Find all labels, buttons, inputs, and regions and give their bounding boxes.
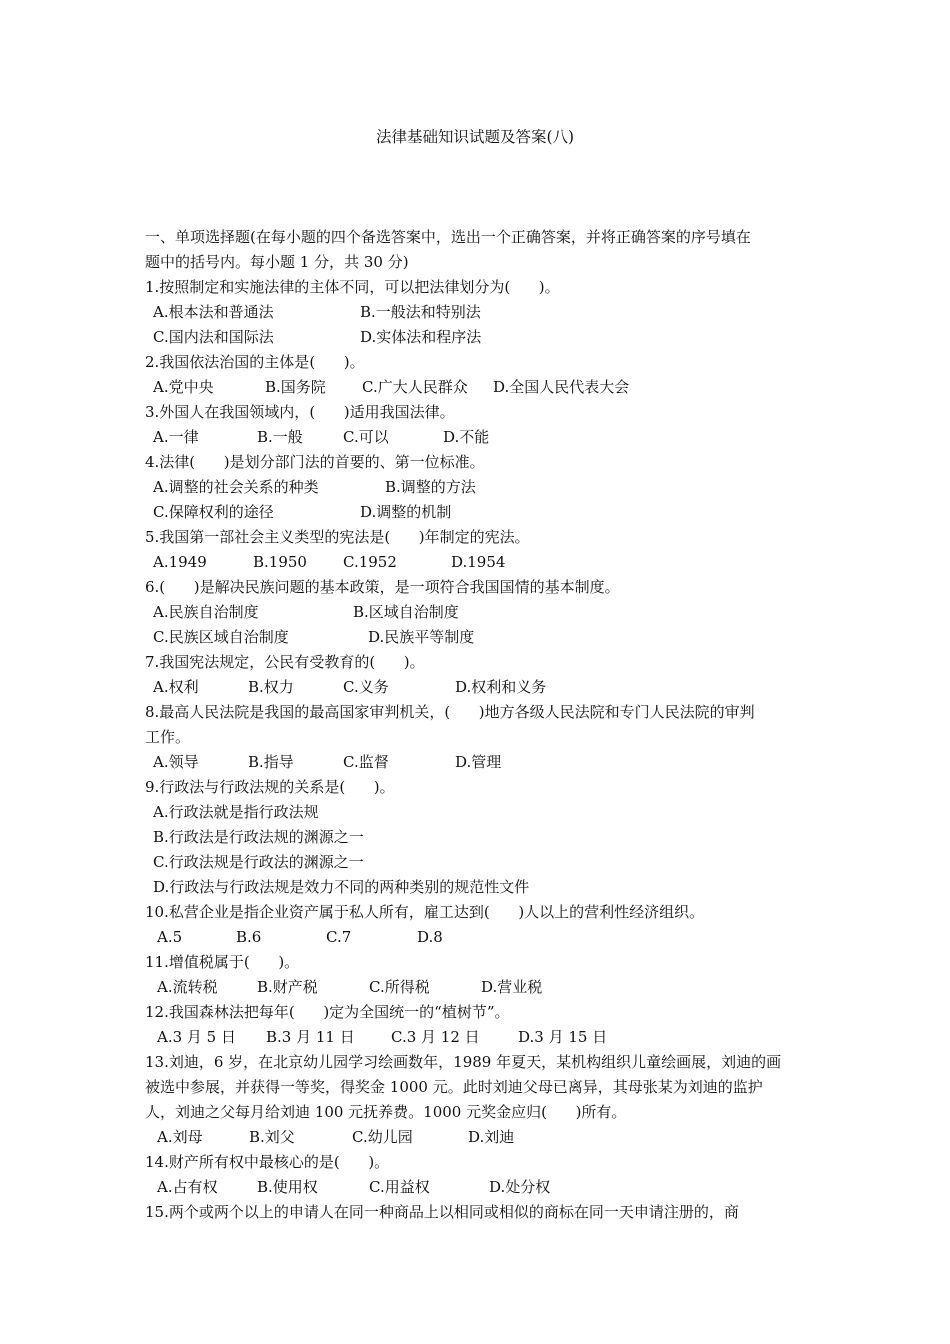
question-14: [145, 1150, 810, 1200]
answer-option: C.1952: [343, 553, 397, 571]
answer-option: D.管理: [455, 753, 502, 771]
options-row: [145, 425, 810, 450]
answer-option: A.权利: [153, 678, 199, 696]
question-text: 15.两个或两个以上的申请人在同一种商品上以相同或相似的商标在同一天申请注册的，商: [145, 1203, 739, 1221]
answer-option: D.3 月 15 日: [518, 1028, 608, 1046]
question-12: [145, 1000, 810, 1050]
options-row: [145, 675, 810, 700]
answer-option: A.占有权: [157, 1178, 218, 1196]
answer-option: C.国内法和国际法: [153, 328, 274, 346]
answer-option: D.不能: [443, 428, 490, 446]
answer-option: A.3 月 5 日: [157, 1028, 236, 1046]
answer-option: B.一般: [257, 428, 303, 446]
question-9: [145, 775, 810, 900]
answer-option: D.处分权: [489, 1178, 551, 1196]
answer-option: C.用益权: [369, 1178, 430, 1196]
options-row: [145, 1125, 810, 1150]
question-text: 被选中参展，并获得一等奖，得奖金 1000 元。此时刘迪父母已离异，其母张某为刘迪的监护: [145, 1078, 763, 1096]
answer-option: D.全国人民代表大会: [493, 378, 630, 396]
question-text: 人，刘迪之父每月给刘迪 100 元抚养费。1000 元奖金应归( )所有。: [145, 1103, 627, 1121]
answer-option: A.党中央: [153, 378, 214, 396]
question-text: 7.我国宪法规定，公民有受教育的( )。: [145, 653, 425, 671]
options-row: [145, 825, 810, 850]
answer-option: D.营业税: [481, 978, 543, 996]
answer-option: D.民族平等制度: [368, 628, 475, 646]
answer-option: D.行政法与行政法规是效力不同的两种类别的规范性文件: [153, 878, 530, 896]
options-row: [145, 325, 810, 350]
section-heading-line-1: 一、单项选择题(在每小题的四个备选答案中，选出一个正确答案，并将正确答案的序号填在: [145, 228, 751, 246]
answer-option: C.民族区域自治制度: [153, 628, 289, 646]
question-text: 5.我国第一部社会主义类型的宪法是( )年制定的宪法。: [145, 528, 530, 546]
question-text: 13.刘迪，6 岁，在北京幼儿园学习绘画数年，1989 年夏天，某机构组织儿童绘画展，刘迪的画: [145, 1053, 782, 1071]
options-row: [145, 1025, 810, 1050]
options-row: [145, 550, 810, 575]
options-row: [145, 925, 810, 950]
options-row: [145, 475, 810, 500]
answer-option: B.一般法和特别法: [360, 303, 481, 321]
answer-option: B.国务院: [265, 378, 326, 396]
question-text: 9.行政法与行政法规的关系是( )。: [145, 778, 395, 796]
answer-option: C.监督: [343, 753, 389, 771]
answer-option: C.保障权利的途径: [153, 503, 274, 521]
options-row: [145, 300, 810, 325]
question-text: 10.私营企业是指企业资产属于私人所有，雇工达到( )人以上的营利性经济组织。: [145, 903, 705, 921]
answer-option: A.根本法和普通法: [153, 303, 274, 321]
answer-option: B.指导: [248, 753, 294, 771]
question-7: [145, 650, 810, 700]
answer-option: B.财产税: [257, 978, 318, 996]
answer-option: C.广大人民群众: [362, 378, 468, 396]
section-heading-line-2: 题中的括号内。每小题 1 分，共 30 分): [145, 253, 409, 271]
answer-option: D.刘迪: [468, 1128, 515, 1146]
question-text: 11.增值税属于( )。: [145, 953, 300, 971]
question-text: 8.最高人民法院是我国的最高国家审判机关，( )地方各级人民法院和专门人民法院的审判: [145, 703, 755, 721]
answer-option: A.一律: [153, 428, 199, 446]
answer-option: A.领导: [153, 753, 199, 771]
document-body: [145, 225, 810, 1225]
question-10: [145, 900, 810, 950]
answer-option: B.3 月 11 日: [266, 1028, 355, 1046]
answer-option: D.实体法和程序法: [360, 328, 482, 346]
options-row: [145, 600, 810, 625]
question-text: 2.我国依法治国的主体是( )。: [145, 353, 365, 371]
question-2: [145, 350, 810, 400]
answer-option: C.7: [326, 928, 352, 946]
answer-option: A.民族自治制度: [153, 603, 259, 621]
answer-option: D.权利和义务: [455, 678, 547, 696]
answer-option: A.5: [157, 928, 183, 946]
question-5: [145, 525, 810, 575]
question-8: [145, 700, 810, 775]
answer-option: A.1949: [153, 553, 207, 571]
answer-option: A.行政法就是指行政法规: [153, 803, 319, 821]
question-1: [145, 275, 810, 350]
question-6: [145, 575, 810, 650]
answer-option: C.义务: [343, 678, 389, 696]
document-title: 法律基础知识试题及答案(八): [375, 128, 575, 146]
answer-option: B.行政法是行政法规的渊源之一: [153, 828, 364, 846]
question-text: 12.我国森林法把每年( )定为全国统一的“植树节”。: [145, 1003, 510, 1021]
question-text: 14.财产所有权中最核心的是( )。: [145, 1153, 390, 1171]
question-text: 4.法律( )是划分部门法的首要的、第一位标准。: [145, 453, 485, 471]
answer-option: B.1950: [253, 553, 307, 571]
options-row: [145, 375, 810, 400]
answer-option: B.区域自治制度: [353, 603, 459, 621]
options-row: [145, 850, 810, 875]
answer-option: B.使用权: [257, 1178, 318, 1196]
answer-option: D.8: [417, 928, 443, 946]
answer-option: A.刘母: [157, 1128, 203, 1146]
question-15: [145, 1200, 810, 1225]
question-13: [145, 1050, 810, 1150]
question-3: [145, 400, 810, 450]
question-text: 3.外国人在我国领域内，( )适用我国法律。: [145, 403, 455, 421]
answer-option: B.6: [236, 928, 262, 946]
options-row: [145, 500, 810, 525]
answer-option: B.刘父: [249, 1128, 295, 1146]
answer-option: C.所得税: [369, 978, 430, 996]
question-4: [145, 450, 810, 525]
answer-option: C.3 月 12 日: [391, 1028, 480, 1046]
answer-option: A.流转税: [157, 978, 218, 996]
answer-option: B.调整的方法: [385, 478, 476, 496]
answer-option: A.调整的社会关系的种类: [153, 478, 319, 496]
question-text: 6.( )是解决民族问题的基本政策，是一项符合我国国情的基本制度。: [145, 578, 620, 596]
answer-option: C.可以: [343, 428, 389, 446]
answer-option: D.调整的机制: [360, 503, 452, 521]
answer-option: C.幼儿园: [352, 1128, 413, 1146]
question-text: 工作。: [145, 728, 191, 746]
options-row: [145, 800, 810, 825]
answer-option: B.权力: [248, 678, 294, 696]
options-row: [145, 1175, 810, 1200]
options-row: [145, 625, 810, 650]
question-11: [145, 950, 810, 1000]
options-row: [145, 750, 810, 775]
answer-option: D.1954: [451, 553, 506, 571]
answer-option: C.行政法规是行政法的渊源之一: [153, 853, 364, 871]
options-row: [145, 875, 810, 900]
options-row: [145, 975, 810, 1000]
question-text: 1.按照制定和实施法律的主体不同，可以把法律划分为( )。: [145, 278, 560, 296]
